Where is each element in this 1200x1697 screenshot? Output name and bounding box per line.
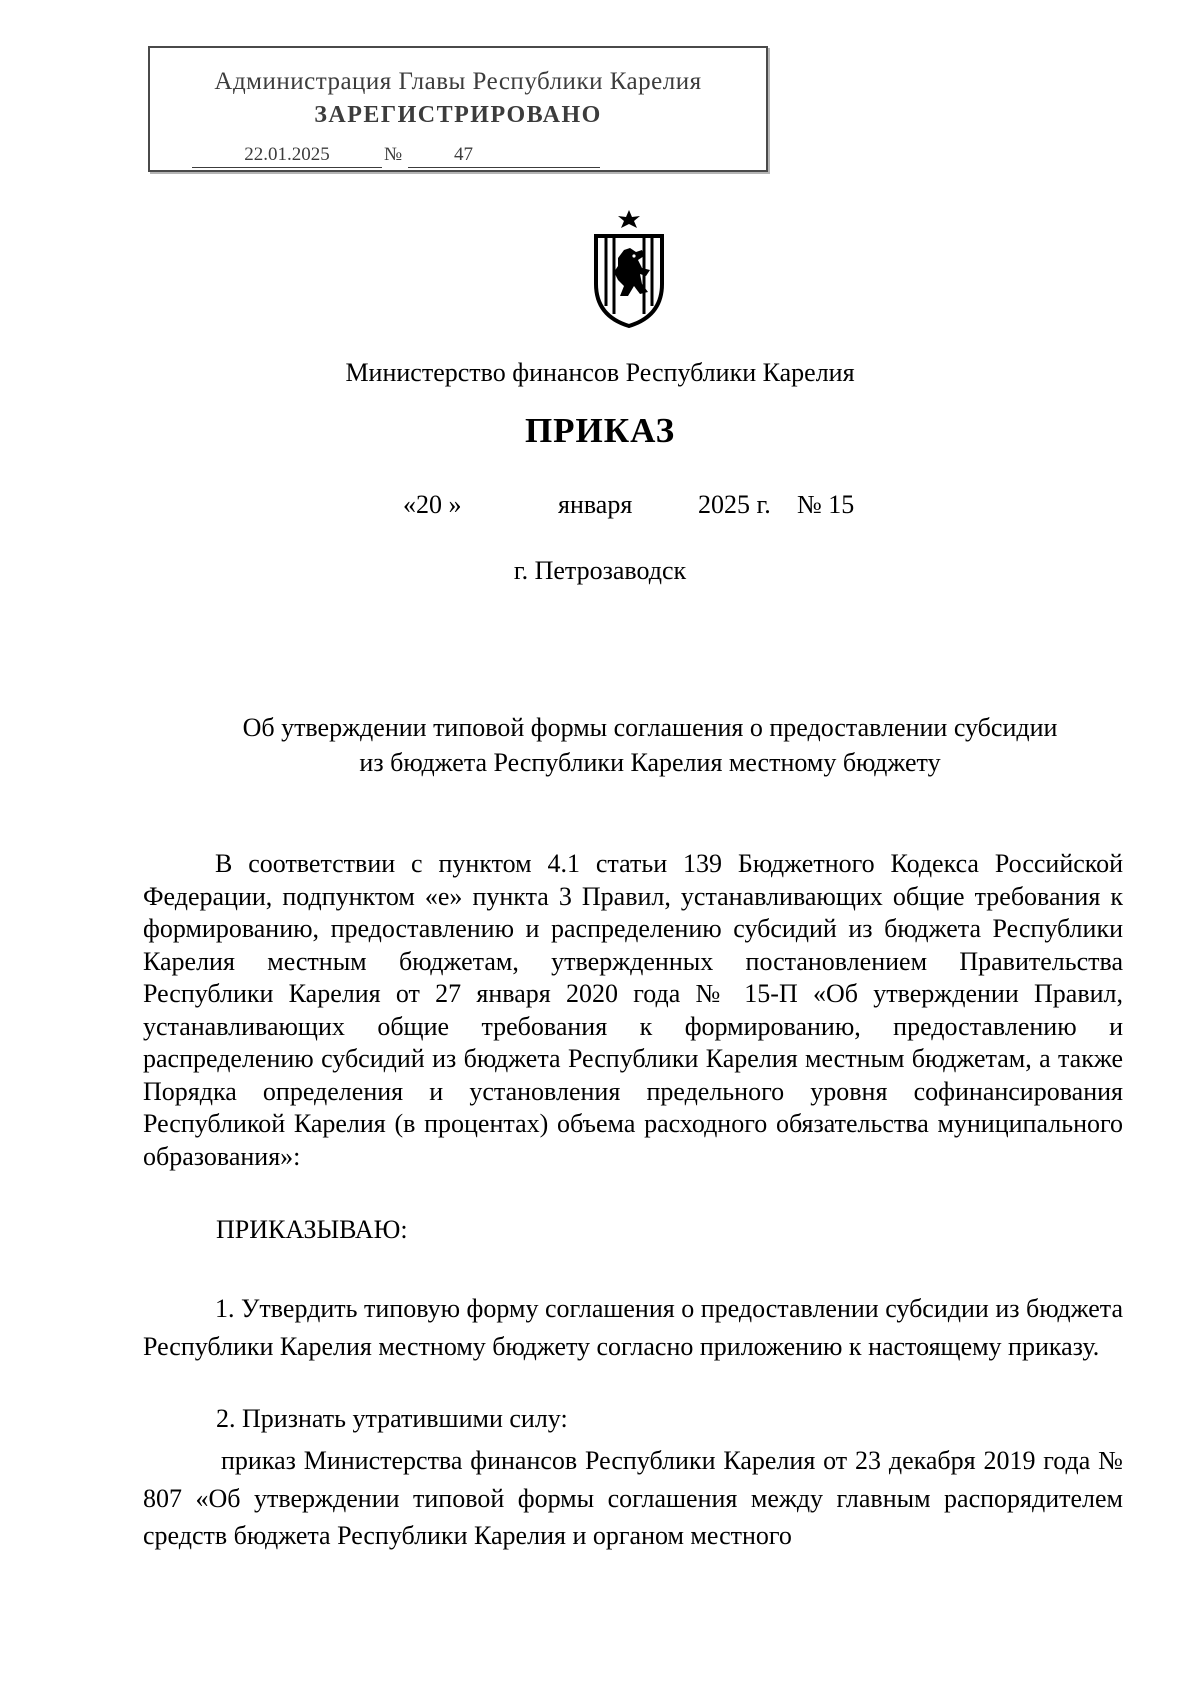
order-date-row <box>0 490 1200 524</box>
stamp-date: 22.01.2025 <box>192 144 382 168</box>
document-type: ПРИКАЗ <box>524 411 676 450</box>
stamp-registration-row <box>192 144 600 170</box>
ministry-name: Министерство финансов Республики Карелия <box>345 358 855 387</box>
order-word: ПРИКАЗЫВАЮ: <box>216 1215 408 1244</box>
preamble-paragraph: В соответствии с пунктом 4.1 статьи 139 Бюджетного Кодекса Российской Федерации, подпунктом «е» пункта 3 Правил, устанавливающих общие требования к формированию, предоставлению и распределению субсидий из бюджета Республики Карелия местным бюджетам, утвержденных постановлением Правительства Республики Карелия от 27 января 2020 года № 15-П «Об утверждении Правил, устанавливающих общие требования к формированию, предоставлению и распределению субсидий из бюджета Республики Карелия местным бюджетам, а также Порядка определения и установления предельного уровня софинансирования Республикой Карелия (в процентах) объема расходного обязательства муниципального образования»: <box>143 849 1123 1171</box>
order-item-2: 2. Признать утратившими силу: <box>216 1404 568 1433</box>
subject-line-1: Об утверждении типовой формы соглашения о предоставлении субсидии <box>242 713 1058 742</box>
stamp-number: 47 <box>408 144 600 168</box>
subject-line-2: из бюджета Республики Карелия местному бюджету <box>359 748 941 777</box>
registration-stamp <box>148 46 768 172</box>
order-month: января <box>558 490 633 519</box>
order-item-2-text: приказ Министерства финансов Республики Карелия от 23 декабря 2019 года № 807 «Об утверждении типовой формы соглашения между главным распорядителем средств бюджета Республики Карелия и органом местного <box>143 1446 1123 1550</box>
order-number: № 15 <box>797 490 855 519</box>
order-day: «20 » <box>403 490 462 519</box>
stamp-status: ЗАРЕГИСТРИРОВАНО <box>314 102 602 128</box>
document-subject <box>190 710 1110 780</box>
stamp-number-label: № <box>384 144 403 165</box>
stamp-organization: Администрация Главы Республики Карелия <box>214 68 702 95</box>
city: г. Петрозаводск <box>513 556 687 585</box>
order-year: 2025 г. <box>698 490 771 519</box>
order-item-1: 1. Утвердить типовую форму соглашения о предоставлении субсидии из бюджета Республики Карелия местному бюджету согласно приложению к настоящему приказу. <box>143 1294 1123 1361</box>
karelia-coat-of-arms-icon <box>584 210 674 328</box>
